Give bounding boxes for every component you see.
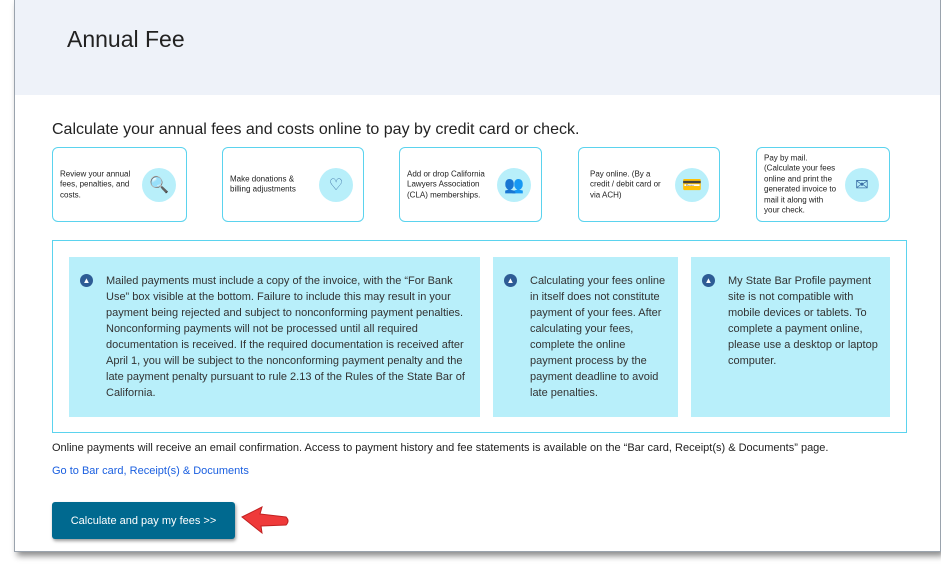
red-arrow-icon [240,505,292,535]
card-donations[interactable] [222,147,364,222]
envelope-icon: ✉ [845,168,879,202]
window [14,0,941,552]
hand-heart-icon: ♡ [319,168,353,202]
card-cla-membership[interactable] [399,147,542,222]
notice-calculating [493,257,678,417]
bell-icon: ▲ [80,274,93,287]
card-label: Review your annual fees, penalties, and costs. [60,168,131,199]
card-label: Pay by mail. (Calculate your fees online and print the generated invoice to mail it along with your check. [764,153,837,215]
bell-icon: ▲ [702,274,715,287]
bell-icon: ▲ [504,274,517,287]
notice-compatibility [691,257,890,417]
card-label: Pay online. (By a credit / debit card or via ACH) [590,168,661,199]
notice-text: My State Bar Profile payment site is not compatible with mobile devices or tablets. To complete a payment online, please use a desktop or laptop computer. [728,275,878,367]
page-header [15,0,940,95]
notice-text: Calculating your fees online in itself does not constitute payment of your fees. After calculating your fees, complete the online payment process by the payment deadline to avoid late penalties. [530,275,666,399]
document-search-icon: 🔍 [142,168,176,202]
card-label: Add or drop California Lawyers Association (CLA) memberships. [407,168,485,199]
notice-mailed-payments [69,257,480,417]
page-subtitle: Calculate your annual fees and costs online to pay by credit card or check. [52,121,580,138]
card-review-fees[interactable] [52,147,187,222]
bar-card-documents-link[interactable]: Go to Bar card, Receipt(s) & Documents [52,465,249,477]
card-label: Make donations & billing adjustments [230,174,296,194]
card-pay-online[interactable] [578,147,720,222]
calculate-pay-fees-button[interactable]: Calculate and pay my fees >> [52,502,235,539]
notice-panel [52,240,907,433]
people-icon: 👥 [497,168,531,202]
credit-card-icon: 💳 [675,168,709,202]
page-title: Annual Fee [67,26,185,52]
info-text: Online payments will receive an email confirmation. Access to payment history and fee statements is available on the “Bar card, Receipt(s) & Documents” page. [52,442,829,454]
notice-text: Mailed payments must include a copy of the invoice, with the “For Bank Use” box visible at the bottom. Failure to include this may result in your payment being rejected and subject to nonconforming payment penalties. Nonconforming payments will not be processed until all required documentation is received. If the required documentation is received after April 1, you will be subject to the nonconforming payment penalty and the late payment penalty pursuant to rule 2.13 of the Rules of the State Bar of California. [106,275,465,399]
card-pay-by-mail[interactable] [756,147,890,222]
